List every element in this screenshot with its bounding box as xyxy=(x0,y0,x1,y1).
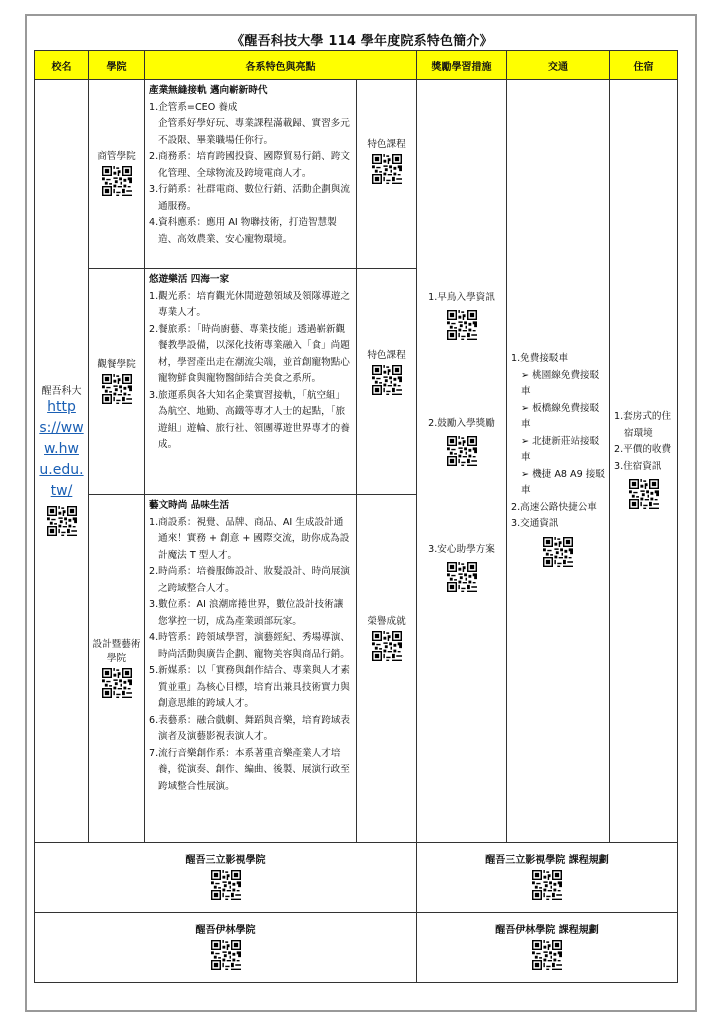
feature-cell xyxy=(357,495,417,843)
description-item: 2.商務系：培育跨國投資、國際貿易行銷、跨文化管理、全球物流及跨境電商人才。 xyxy=(149,151,351,179)
bottom-row-yilin xyxy=(35,913,678,983)
traffic-sub: ➢ 機捷 A8 A9 接駁車 xyxy=(521,468,605,497)
description-item: 1.觀光系：培育觀光休閒遊憩領域及領隊導遊之專業人才。 xyxy=(149,290,351,318)
college-qr-code[interactable] xyxy=(102,166,132,196)
bottom-qr-code[interactable] xyxy=(532,870,562,900)
housing-qr-code[interactable] xyxy=(629,479,659,509)
college-cell-business xyxy=(89,80,145,269)
school-qr-code[interactable] xyxy=(47,506,77,536)
bottom-cell xyxy=(417,913,678,983)
college-cell-design xyxy=(89,495,145,843)
bottom-label: 醒吾三立影視學院 xyxy=(185,855,266,866)
feature-qr-code[interactable] xyxy=(372,365,402,395)
description-item: 4.資科應系：應用 AI 物聯技術，打造智慧製造、高效農業、安心寵物環境。 xyxy=(149,217,337,245)
traffic-shuttle: 1.免費接駁車 xyxy=(511,353,569,365)
department-table xyxy=(34,50,678,983)
description-item: 3.數位系：AI 浪潮席捲世界，數位設計技術讓您掌控一切，成為產業頭部玩家。 xyxy=(149,599,344,627)
description-heading: 藝文時尚 品味生活 xyxy=(149,500,230,511)
feature-label: 榮譽成就 xyxy=(367,616,406,627)
description-item: 1.商設系：視覺、品牌、商品、AI 生成設計通通來！實務 + 創意 + 國際交流，助你成為設計魔法 T 型人才。 xyxy=(149,516,350,561)
header-housing: 住宿 xyxy=(610,51,678,80)
traffic-sub: ➢ 桃園線免費接駁車 xyxy=(521,369,600,398)
description-item: 2.時尚系：培養服飾設計、妝髮設計、時尚展演之跨域整合人才。 xyxy=(149,566,351,594)
college-name: 設計暨藝術學院 xyxy=(92,638,141,664)
traffic-cell xyxy=(507,80,610,843)
college-qr-code[interactable] xyxy=(102,374,132,404)
feature-cell xyxy=(357,269,417,495)
bottom-cell xyxy=(35,843,417,913)
description-item: 4.時管系：跨領域學習，演藝經紀、秀場導演、時尚活動與廣告企劃、寵物美容與商品行銷。 xyxy=(149,632,351,660)
school-name: 醒吾科大 xyxy=(41,386,82,397)
traffic-bus: 2.高速公路快捷公車 xyxy=(511,501,597,513)
bottom-label: 醒吾三立影視學院 課程規劃 xyxy=(485,855,609,866)
header-rewards: 獎勵學習措施 xyxy=(417,51,507,80)
description-item: 2.餐旅系：「時尚廚藝、專業技能」透過嶄新觀餐教學設備，以深化技術專業融入「食」尚題材，學習產出走在潮流尖端，並首創寵物點心寵物鮮食與寵物醫師結合美食之系所。 xyxy=(149,323,350,384)
college-description xyxy=(145,269,357,495)
traffic-qr-code[interactable] xyxy=(543,537,573,567)
bottom-qr-code[interactable] xyxy=(211,940,241,970)
housing-cell xyxy=(610,80,678,843)
college-name: 觀餐學院 xyxy=(97,358,136,370)
college-description xyxy=(145,495,357,843)
school-url-link[interactable]: https://www.hwu.edu.tw/ xyxy=(39,399,84,499)
traffic-sub: ➢ 北捷新莊站接駁車 xyxy=(521,435,600,464)
reward-aid: 3.安心助學方案 xyxy=(428,544,495,555)
header-features: 各系特色與亮點 xyxy=(145,51,417,80)
header-row xyxy=(35,51,678,80)
college-row-business xyxy=(35,80,678,269)
bottom-label: 醒吾伊林學院 課程規劃 xyxy=(495,925,599,936)
reward-qr-code[interactable] xyxy=(447,562,477,592)
traffic-sub: ➢ 板橋線免費接駁車 xyxy=(521,402,600,431)
reward-qr-code[interactable] xyxy=(447,436,477,466)
college-cell-tourism xyxy=(89,269,145,495)
header-traffic: 交通 xyxy=(507,51,610,80)
description-item: 3.旅運系與各大知名企業實習接軌，「航空組」為航空、地勤、高鐵等專才人士的起點，「旅遊組」遊輪、旅行社、領團導遊世界專才的養成。 xyxy=(149,389,350,450)
housing-item: 2.平價的收費 xyxy=(614,444,672,455)
college-qr-code[interactable] xyxy=(102,668,132,698)
reward-encourage: 2.鼓勵入學獎勵 xyxy=(428,418,495,429)
description-item: 企管系好學好玩、專業課程滿載歸、實習多元不設限、畢業職場任你行。 xyxy=(158,118,350,146)
rewards-cell xyxy=(417,80,507,843)
bottom-cell xyxy=(35,913,417,983)
bottom-qr-code[interactable] xyxy=(532,940,562,970)
bottom-cell xyxy=(417,843,678,913)
feature-label: 特色課程 xyxy=(367,350,406,361)
bottom-label: 醒吾伊林學院 xyxy=(195,925,256,936)
description-heading: 悠遊樂活 四海一家 xyxy=(149,274,230,285)
reward-qr-code[interactable] xyxy=(447,310,477,340)
page-title: 《醒吾科技大學 114 學年度院系特色簡介》 xyxy=(231,34,493,49)
description-item: 5.新媒系：以「實務與創作結合、專業與人才素質並重」為核心目標，培育出兼具技術實力與創意思維的跨域人才。 xyxy=(149,665,351,709)
college-name: 商管學院 xyxy=(97,151,136,162)
description-item: 7.流行音樂創作系：本系著重音樂產業人才培養，從演奏、創作、編曲、後製、展演行政至跨域整合性展演。 xyxy=(149,747,350,792)
description-item: 3.行銷系：社群電商、數位行銷、活動企劃與流通服務。 xyxy=(149,184,351,212)
feature-cell xyxy=(357,80,417,269)
college-description xyxy=(145,80,357,269)
reward-early-bird: 1.早鳥入學資訊 xyxy=(428,292,495,303)
bottom-row-sanlih xyxy=(35,843,678,913)
header-school: 校名 xyxy=(35,51,89,80)
description-item: 6.表藝系：融合戲劇、舞蹈與音樂，培育跨域表演者及演藝影視表演人才。 xyxy=(149,714,351,742)
housing-item: 3.住宿資訊 xyxy=(614,460,662,472)
feature-label: 特色課程 xyxy=(367,139,406,150)
traffic-info: 3.交通資訊 xyxy=(511,518,559,530)
school-cell xyxy=(35,80,89,843)
header-college: 學院 xyxy=(89,51,145,80)
feature-qr-code[interactable] xyxy=(372,631,402,661)
bottom-qr-code[interactable] xyxy=(211,870,241,900)
feature-qr-code[interactable] xyxy=(372,154,402,184)
description-heading: 產業無縫接軌 邁向嶄新時代 xyxy=(149,85,268,96)
housing-item: 1.套房式的住宿環境 xyxy=(614,411,672,439)
description-item: 1.企管系=CEO 養成 xyxy=(149,101,238,113)
